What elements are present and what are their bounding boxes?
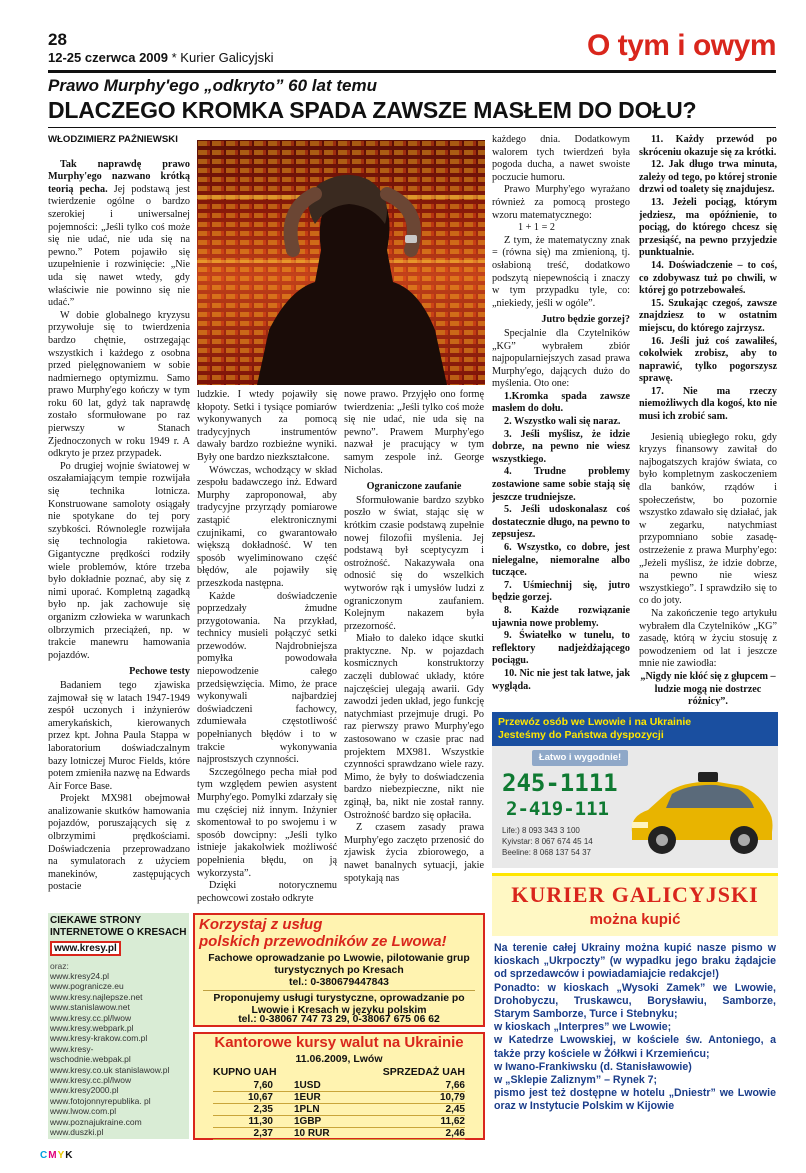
paper-name: Kurier Galicyjski [180, 50, 274, 65]
paragraph: Szczególnego pecha miał pod tym względem pewien asystent Murphy'ego. Pomylki zdarzały się mu częściej niż innym. Inżynier skomentował to po swojemu i w sposób dowcipny: „Jeśli tylko istnieje jakakolwiek możliwość popełnienia błędu, on ją wykorzysta”. [197, 766, 337, 879]
exchange-row [213, 1104, 465, 1116]
law-item: 4. Trudne problemy zostawione same sobie stają się jeszcze trudniejsze. [492, 466, 630, 503]
site-link[interactable]: www.stanislawow.net [50, 1002, 130, 1013]
sites-main-link[interactable]: www.kresy.pl [50, 941, 121, 956]
kurier-ad-paragraph: w Iwano-Frankiwsku (d. Stanisławowie) [494, 1060, 692, 1073]
law-item: 12. Jak długo trwa minuta, zależy od tego, po której stronie drzwi od toalety się znajdujesz. [639, 159, 777, 196]
exchange-title: Kantorowe kursy walut na Ukrainie [214, 1034, 464, 1051]
site-link[interactable]: www.duszki.pl [50, 1127, 104, 1138]
cmyk-m: M [48, 1150, 58, 1161]
site-link[interactable]: www.lwow.com.pl [50, 1106, 117, 1117]
law-item: 6. Wszystko, co dobre, jest nielegalne, niemoralne albo tuczące. [492, 542, 630, 579]
article-column-5 [639, 134, 777, 706]
kurier-ad-paragraph: w Katedrze Lwowskiej, w kościele św. Antoniego, a także przy kościele w Żółkwi i Krzemieńcu; [494, 1034, 776, 1060]
site-link[interactable]: www.kresy24.pl [50, 971, 110, 981]
law-list [492, 391, 630, 693]
rate-buy: 11,30 [248, 1116, 273, 1127]
paragraph: Prawo Murphy'ego wyrażano również za pomocą prostego wzoru matematycznego: [492, 184, 630, 221]
cmyk-c: C [40, 1150, 49, 1161]
paragraph-text: Jej podstawą jest twierdzenie ogólne o bardzo szerokiej i uniwersalnej pojemności: „Jeśli tylko coś może się nie udać, nie uda się na pewno.” Potem pojawiło się uzupełnienie i rozwinięcie: „Nie uda się nawet wtedy, gdy właściwie nie powinno się nie udać.” [48, 183, 190, 309]
closing-quote: „Nigdy nie kłóć się z głupcem – ludzie mogą nie dostrzec różnicy”. [640, 670, 776, 706]
rate-currency: 1PLN [294, 1104, 320, 1115]
paragraph: Projekt MX981 obejmował analizowanie skutków hamowania pojazdów, poruszających się z olbrzymimi prędkościami. Doświadczenia przeprowadzano na symulatorach z użyciem manekinów, zastępujących postacie [48, 793, 190, 893]
headline-rule [48, 127, 776, 128]
paragraph: Wówczas, wchodzący w skład zespołu badawczego inż. Edward Murphy zaproponował, aby tradycyjne przyrządy pomiarowe zastąpić elektronicznymi czujnikami, co gwarantowało większą dokładność. W ten sposób wyeliminowano część błędów, ale pojawiły się przeszkoda następna. [197, 464, 337, 589]
law-item: 5. Jeśli udoskonalasz coś dostatecznie długo, na pewno to zepsujesz. [492, 504, 630, 541]
sites-box [48, 913, 189, 1139]
page-number: 28 [48, 30, 67, 49]
guide-phone-1: tel.: 0-380679447843 [289, 977, 389, 988]
rate-currency: 1GBP [294, 1116, 322, 1127]
rate-currency: 10 RUR [294, 1128, 330, 1139]
formula: 1 + 1 = 2 [518, 222, 555, 234]
rate-buy: 10,67 [247, 1092, 273, 1103]
exchange-header-sell: SPRZEDAŻ UAH [382, 1066, 465, 1078]
rate-buy: 2,37 [253, 1128, 273, 1139]
guide-text-2: Proponujemy usługi turystyczne, oprowadzanie po Lwowie i Kresach w języku polskim [213, 993, 465, 1016]
kurier-ad-subtitle: można kupić [589, 911, 681, 928]
article-column-2 [197, 389, 337, 909]
kurier-ad-title: KURIER GALICYJSKI [511, 882, 759, 907]
taxi-car-image [626, 752, 776, 864]
rate-sell: 11,62 [440, 1116, 465, 1127]
section-title: O tym i owym [586, 29, 776, 62]
law-item: 17. Nie ma rzeczy niemożliwych dla kogoś, kto nie musi ich zrobić sam. [639, 385, 777, 423]
exchange-row [213, 1092, 465, 1104]
site-link[interactable]: www.poznajukraine.com [50, 1116, 142, 1127]
law-item: 9. Światełko w tunelu, to reflektory nadjeżdżającego pociągu. [492, 630, 630, 667]
subheading: Ograniczone zaufanie [366, 481, 462, 493]
sites-oraz: oraz: [50, 961, 69, 971]
taxi-phone-1: 245-1111 [502, 769, 618, 797]
law-item: 15. Szukając czegoś, zawsze znajdziesz to w ostatnim miejscu, do którego zajrzysz. [639, 297, 777, 334]
law-item: 10. Nic nie jest tak łatwe, jak wygląda. [492, 667, 630, 692]
rate-sell: 7,66 [445, 1080, 465, 1091]
law-item: 2. Wszystko wali się naraz. [504, 416, 621, 428]
exchange-row [213, 1116, 465, 1128]
paragraph: Specjalnie dla Czytelników „KG” wybrałem zbiór najpopularniejszych zasad prawa Murphy'ego, dających dużo do myślenia. Oto one: [492, 327, 630, 390]
guide-phone-2: tel.: 0-38067 747 73 29, 0-38067 675 06 62 [238, 1014, 440, 1025]
site-link[interactable]: www.kresy.najlepsze.net [50, 991, 143, 1002]
site-link[interactable]: www.kresy.webpark.pl [50, 1023, 134, 1034]
paragraph: Z czasem zasady prawa Murphy'ego zaczęto przenosić do zjawisk życia zbiorowego, a nawet banalnych sytuacji, jakie spotykają nas [344, 822, 484, 884]
kurier-ad [492, 873, 778, 1144]
cmyk-marks [40, 1150, 73, 1161]
article-headline: DLACZEGO KROMKA SPADA ZAWSZE MASŁEM DO DOŁU? [48, 97, 697, 123]
issue-star: * [171, 50, 177, 65]
guide-divider [203, 990, 475, 991]
kurier-ad-body [494, 942, 776, 1114]
kurier-ad-paragraph: Ponadto: w kioskach „Wysoki Zamek” we Lwowie, Drohobyczu, Truskawcu, Borysławiu, Samborze, Starym Samborze, Turce i Stebnyku; [494, 981, 776, 1021]
kurier-ad-paragraph: pismo jest też dostępne w hotelu „Dniestr” we Lwowie oraz w Instytucie Polskim w Kijowie [494, 1087, 776, 1113]
rate-buy: 7,60 [253, 1080, 273, 1091]
cmyk-y: Y [57, 1150, 66, 1161]
subheading: Jutro będzie gorzej? [541, 314, 630, 326]
guide-ad [193, 913, 485, 1027]
paragraph: Miało to daleko idące skutki praktyczne. Np. w pojazdach kosmicznych konstruktorzy zaczęli dublować układy, które najczęściej ulegają awarii. Gdy zawodzi jeden układ, jego funkcję natychmiast przejmuje drugi. Po raz pierwszy prawo Murphy'ego zastosowano w czasie prac nad projektem MX981. Wszystkie czynności sprawdzano wiele razy. Mimo, że były to doświadczenia bardzo niebezpieczne, nikt nie zginął, ba, nikt nie został ranny. Ostrożność bardzo się opłaciła. [344, 633, 484, 821]
exchange-table [213, 1080, 465, 1140]
guide-title-1: Korzystaj z usług [199, 916, 323, 933]
site-link[interactable]: www.fotojonnyrepublika. pl [50, 1095, 151, 1106]
taxi-phone-2: 2-419-111 [506, 798, 609, 820]
exchange-header-buy: KUPNO UAH [213, 1066, 277, 1078]
paragraph: Dzięki notorycznemu pechowcowi zostało odkryte [197, 880, 337, 904]
paragraph: Jesienią ubiegłego roku, gdy kryzys finansowy zawitał do najbogatszych krajów świata, co było kompletnym zaskoczeniem dla banków, rządów i społeczeństw, bo pozornie wszystko zdawało się działać, jak w zegarku, natychmiast przypomniano sobie zasadę-ostrzeżenie z prawa Murphy'ego: „Jeżeli myślisz, że idzie dobrze, na pewno nie wiesz wszystkiego”. I sprawdziło się to co do joty. [639, 431, 777, 607]
guide-text-1: Fachowe oprowadzanie po Lwowie, pilotowanie grup turystycznych po Kresach [208, 953, 470, 976]
article-author: WŁODZIMIERZ PAŹNIEWSKI [48, 134, 178, 145]
law-item: 7. Uśmiechnij się, jutro będzie gorzej. [492, 579, 630, 604]
site-link[interactable]: www.kresy.co.uk stanislawow.pl [50, 1064, 170, 1075]
paragraph: ludzkie. I wtedy pojawiły się kłopoty. Setki i tysiące pomiarów wykonywanych za pomocą tradycyjnych instrumentów dawały bardzo rozbieżne wyniki. Były one bardzo niezkształcone. [197, 389, 337, 463]
site-link[interactable]: www.kresy.cc.pl/lwow [50, 1012, 132, 1023]
site-link[interactable]: wschodnie.webpak.pl [50, 1054, 131, 1065]
rate-currency: 1EUR [294, 1092, 321, 1103]
paragraph: każdego dnia. Dodatkowym walorem tych twierdzeń była pogoda ducha, a nawet swoiste poczucie humoru. [492, 134, 630, 183]
rate-buy: 2,35 [253, 1104, 273, 1115]
taxi-ad-line2: Jesteśmy do Państwa dyspozycji [498, 729, 664, 741]
site-link[interactable]: www.pogranicze.eu [50, 981, 124, 992]
article-photo [197, 140, 485, 385]
law-item: 8. Każde rozwiązanie ujawnia nowe problemy. [492, 604, 630, 629]
kurier-ad-paragraph: w kioskach „Interpres” we Lwowie; [494, 1021, 672, 1034]
site-link[interactable]: www.kresy2000.pl [50, 1085, 119, 1096]
site-link[interactable]: www.kresy.cc.pl/lwow [50, 1075, 132, 1086]
paragraph: nowe prawo. Przyjęło ono formę twierdzenia: „Jeśli tylko coś może się nie udać, nie uda się na pewno”. Prawem Murphy'ego nazwał je pracujący w tym samym zespole inż. George Nicholas. [344, 389, 484, 476]
article-kicker: Prawo Murphy'ego „odkryto” 60 lat temu [48, 76, 377, 95]
taxi-ad-call: Łatwo i wygodnie! [532, 750, 628, 766]
issue-line [48, 50, 273, 65]
law-item: 16. Jeśli już coś zawaliłeś, cokolwiek zrobisz, aby to naprawić, tylko pogorszysz sprawę. [639, 335, 777, 385]
rate-currency: 1USD [294, 1080, 321, 1091]
taxi-ad [492, 712, 778, 868]
paragraph: Na zakończenie tego artykułu wybrałem dla Czytelników „KG” zasadę, którą w życiu stosuję z powodzeniem od lat i jeszcze mnie nie zawiodła: [639, 607, 777, 670]
exchange-box [193, 1032, 485, 1140]
taxi-number-2: Kyivstar: 8 067 674 45 14 [502, 837, 593, 846]
paragraph: Po drugiej wojnie światowej w oszałamiającym tempie rozwijała się technika lotnicza. Konstruowane samoloty osiągały nie spotykane do tej pory szybkości. Równolegle rozwijała się technologia rakietowa. Gigantyczne prędkości rodziły wiele problemów, które trzeba było dokładnie poznać, aby się z nimi uporać. Kompletną zagadką było np. jak zachowuje się organizm człowieka w warunkach olbrzymich przeciążeń, np. w trakcie manewru hamowania pojazdów. [48, 460, 190, 661]
paragraph [48, 159, 190, 310]
taxi-number-3: Beeline: 8 068 137 54 37 [502, 848, 591, 857]
article-column-1 [48, 134, 190, 908]
exchange-date: 11.06.2009, Lwów [295, 1053, 383, 1065]
law-list [639, 134, 777, 424]
kurier-ad-paragraph: Na terenie całej Ukrainy można kupić nasze pismo w kioskach „Ukrpoczty” (w wypadku jego braku żądajcie od sprzedawców i powiadamiajcie redakcje!) [494, 942, 776, 981]
trading-board-photo [197, 140, 485, 385]
taxi-ad-line1: Przewóz osób we Lwowie i na Ukrainie [498, 716, 692, 728]
law-item: 14. Doświadczenie – to coś, co zdobywasz tuż po chwili, w której go potrzebowałeś. [639, 259, 777, 297]
paragraph: W dobie globalnego kryzysu przywołuje się to twierdzenia bardzo chętnie, ostrzegając wszystkich i każdego z osobna przed pielęgnowaniem w sobie nadmiernego optymizmu. Samo prawo Murphy'ego kończy w tym roku 60 lat, gdyż tak naprawdę zostało sformułowane po raz pierwszy w Stanach Zjednoczonych w roku 1949 r. A odkryto je przez przypadek. [48, 309, 190, 460]
law-item: 1.Kromka spada zawsze masłem do dołu. [492, 390, 630, 415]
taxi-number-1: Life:) 8 093 343 3 100 [502, 826, 580, 835]
exchange-row [213, 1128, 465, 1140]
law-item: 13. Jeżeli pociąg, którym jedziesz, ma opóźnienie, to pociąg, do którego chcesz się przesiąść, na pewno przyjedzie punktualnie. [639, 196, 777, 259]
rate-sell: 10,79 [439, 1092, 465, 1103]
kurier-ad-paragraph: w „Sklepie Zaliznym” – Rynek 7; [494, 1074, 658, 1087]
site-link[interactable]: www.kresy-krakow.com.pl [50, 1033, 148, 1044]
subheading: Pechowe testy [129, 666, 190, 678]
header-rule [48, 70, 776, 73]
rate-sell: 2,45 [445, 1104, 465, 1115]
article-column-3 [344, 389, 484, 909]
sites-list [50, 971, 188, 1138]
cmyk-k: K [65, 1150, 74, 1161]
site-link[interactable]: www.kresy- [50, 1043, 94, 1054]
guide-title-2: polskich przewodników ze Lwowa! [199, 933, 447, 950]
paragraph: Sformułowanie bardzo szybko poszło w świat, stając się w krótkim czasie podstawą zupełnie nowej filozofii myślenia. Jej podstawą był sceptycyzm i ostrożność. Nakazywała ona odnosić się do wszelkich wytworów rąk i umysłów ludzi z ograniczonym zaufaniem. Kolejnym nakazem była przezorność. [344, 494, 484, 632]
paragraph: Każde doświadczenie poprzedzały żmudne przygotowania. Na przykład, technicy musieli połączyć setki przewodów. Najdrobniejsza pomyłka powodowała niepowodzenie całego przedsięwzięcia. Mimo, że prace wykonywali najbardziej doświadczeni fachowcy, zdumiewała częstotliwość popełnianych błędów i to w trakcie wykonywania najprostszych czynności. [197, 590, 337, 766]
lead: Tak naprawdę prawo Murphy'ego nazwano krótką teorią pecha. [48, 158, 190, 195]
exchange-row [213, 1080, 465, 1092]
sites-title: CIEKAWE STRONY INTERNETOWE O KRESACH [50, 915, 187, 938]
law-item: 3. Jeśli myślisz, że idzie dobrze, na pewno nie wiesz wszystkiego. [492, 428, 630, 465]
paragraph: Badaniem tego zjawiska zajmował się w latach 1947-1949 zespół uczonych i inżynierów amerykańskich, kierowanych przez kpt. Johna Paula Stappa w laboratorium doświadczalnym bazy lotniczej Muroc Fields, które potem zmieniła nazwę na Edwards Air Force Base. [48, 679, 190, 792]
paragraph: Z tym, że matematyczny znak = (równa się) ma zmienioną, tj. osłabioną treść, dodatkowo podszytą niepewnością i znaczy w tym przypadku tyle, co: „niekiedy, jeśli w ogóle”. [492, 234, 630, 309]
article-column-4 [492, 134, 630, 706]
law-item: 11. Każdy przewód po skróceniu okazuje się za krótki. [639, 134, 777, 158]
issue-date: 12-25 czerwca 2009 [48, 50, 168, 65]
rate-sell: 2,46 [445, 1128, 465, 1139]
